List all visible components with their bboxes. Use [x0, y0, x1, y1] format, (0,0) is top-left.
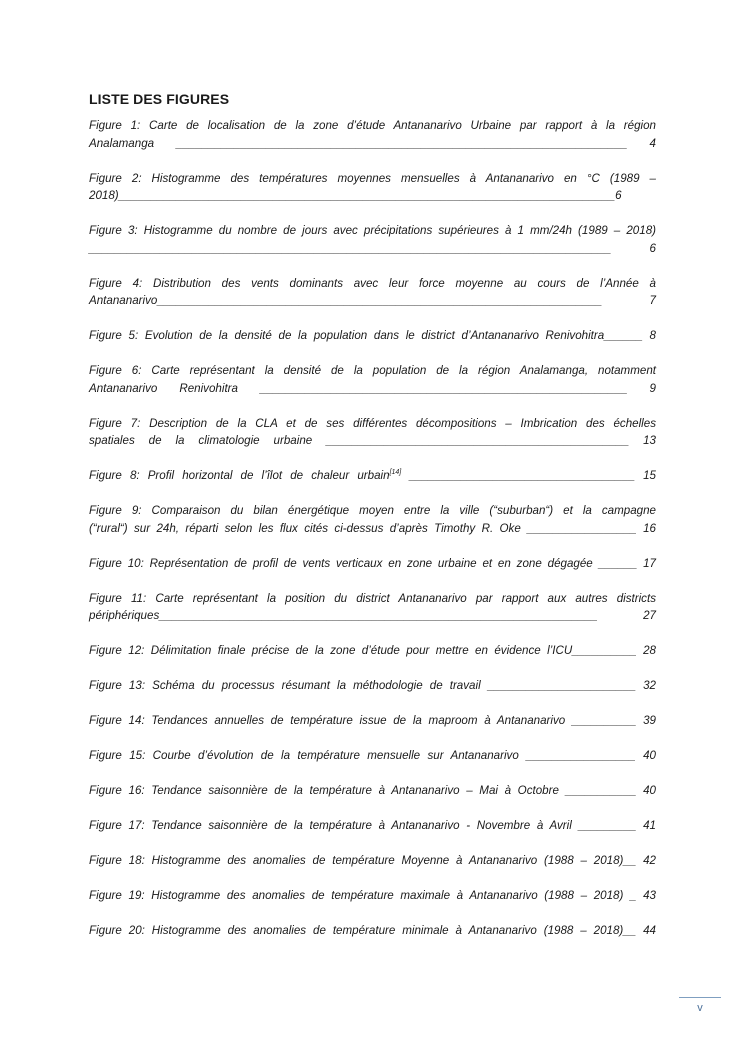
figure-entry-text: 2018)_____________________________________________________________________________6	[89, 189, 622, 202]
entry-spacer	[89, 730, 656, 748]
entry-spacer	[89, 152, 656, 170]
figure-entry-text: Figure 13: Schéma du processus résumant la méthodologie de travail _______________________ 32	[89, 679, 656, 692]
figure-entry-text: _________________________________________________________________________________ 6	[89, 241, 656, 255]
figure-entry-line[interactable]	[89, 590, 656, 608]
figure-entry-line[interactable]	[89, 117, 656, 135]
figure-entry-text: (“rural“) sur 24h, réparti selon les flux cités ci-dessus d’après Timothy R. Oke _________________ 16	[89, 521, 656, 535]
figure-entry-text: Figure 10: Représentation de profil de vents verticaux en zone urbaine et en zone dégagée ______ 17	[89, 556, 656, 570]
figure-entry-line[interactable]	[89, 432, 656, 450]
entry-spacer	[89, 205, 656, 223]
figure-entry-line[interactable]	[89, 677, 656, 695]
figure-entry-line[interactable]	[89, 467, 656, 485]
figure-entry-text: Figure 2: Histogramme des températures moyennes mensuelles à Antananarivo en °C (1989 –	[89, 171, 656, 185]
entry-spacer	[89, 835, 656, 853]
entry-spacer	[89, 537, 656, 555]
entry-spacer	[89, 345, 656, 363]
figure-entry-text: Antananarivo_____________________________________________________________________ 7	[89, 294, 656, 307]
entry-spacer	[89, 695, 656, 713]
figure-entry-line[interactable]	[89, 817, 656, 835]
figures-list	[89, 117, 656, 940]
figure-entry-text: Figure 12: Délimitation finale précise de la zone d’étude pour mettre en évidence l’ICU__________ 28	[89, 644, 656, 657]
figure-entry-text: Figure 1: Carte de localisation de la zone d’étude Antananarivo Urbaine par rapport à la région	[89, 119, 656, 132]
figure-entry-text: Analamanga ______________________________________________________________________ 4	[89, 136, 656, 150]
figure-entry-text: Figure 19: Histogramme des anomalies de température maximale à Antananarivo (1988 – 2018) _ 43	[89, 889, 656, 902]
figure-entry-text: Antananarivo Renivohitra _________________________________________________________ 9	[89, 381, 656, 395]
figure-entry-text: Figure 5: Evolution de la densité de la population dans le district d’Antananarivo Renivohitra______ 8	[89, 329, 656, 342]
entry-spacer	[89, 765, 656, 783]
figure-entry-text: Figure 6: Carte représentant la densité de la population de la région Analamanga, notamment	[89, 364, 656, 377]
figure-entry-line[interactable]	[89, 292, 656, 310]
figure-entry-line[interactable]	[89, 327, 656, 345]
figure-entry-text: Figure 4: Distribution des vents dominants avec leur force moyenne au cours de l’Année à	[89, 276, 656, 290]
figure-entry-line[interactable]	[89, 187, 656, 205]
figure-entry-text: Figure 17: Tendance saisonnière de la température à Antananarivo - Novembre à Avril _________ 41	[89, 819, 656, 832]
figure-entry-line[interactable]	[89, 362, 656, 380]
entry-spacer	[89, 450, 656, 468]
figure-entry-line[interactable]	[89, 135, 656, 153]
entry-spacer	[89, 660, 656, 678]
figure-entry-line[interactable]	[89, 887, 656, 905]
figure-entry-text: spatiales de la climatologie urbaine _______________________________________________ 13	[89, 434, 656, 447]
entry-spacer	[89, 397, 656, 415]
figure-entry-line[interactable]	[89, 782, 656, 800]
entry-spacer	[89, 800, 656, 818]
entry-spacer	[89, 485, 656, 503]
figure-entry-line[interactable]	[89, 380, 656, 398]
figure-entry-line[interactable]	[89, 712, 656, 730]
figure-entry-line[interactable]	[89, 222, 656, 240]
entry-spacer	[89, 257, 656, 275]
figure-entry-line[interactable]	[89, 170, 656, 188]
figure-entry-leader: ___________________________________ 15	[401, 469, 656, 482]
figure-entry-text: Figure 15: Courbe d’évolution de la température mensuelle sur Antananarivo _________________ 40	[89, 749, 656, 762]
list-of-figures-title: LISTE DES FIGURES	[89, 91, 230, 107]
figure-entry-text: Figure 9: Comparaison du bilan énergétique moyen entre la ville (“suburban“) et la campagne	[89, 504, 656, 517]
figure-entry-line[interactable]	[89, 240, 656, 258]
figure-entry-text: Figure 14: Tendances annuelles de température issue de la maproom à Antananarivo __________ 39	[89, 714, 656, 727]
figure-entry-text: Figure 18: Histogramme des anomalies de température Moyenne à Antananarivo (1988 – 2018)__ 42	[89, 854, 656, 867]
figure-entry-text: périphériques____________________________________________________________________ 27	[89, 609, 656, 622]
figure-entry-line[interactable]	[89, 555, 656, 573]
figure-entry-line[interactable]	[89, 922, 656, 940]
footer-rule	[679, 997, 721, 998]
figure-entry-line[interactable]	[89, 852, 656, 870]
figure-entry-text: Figure 8: Profil horizontal de l’îlot de chaleur urbain	[89, 469, 390, 482]
figure-entry-line[interactable]	[89, 607, 656, 625]
entry-spacer	[89, 870, 656, 888]
entry-spacer	[89, 625, 656, 643]
entry-spacer	[89, 310, 656, 328]
entry-spacer	[89, 572, 656, 590]
figure-entry-text: Figure 11: Carte représentant la position du district Antananarivo par rapport aux autres districts	[89, 591, 656, 605]
page-number: v	[697, 1002, 703, 1014]
figure-entry-line[interactable]	[89, 275, 656, 293]
reference-superscript: [14]	[389, 469, 402, 476]
figure-entry-text: Figure 3: Histogramme du nombre de jours avec précipitations supérieures à 1 mm/24h (1989 – 2018)	[89, 224, 656, 237]
figure-entry-line[interactable]	[89, 520, 656, 538]
figure-entry-line[interactable]	[89, 747, 656, 765]
figure-entry-line[interactable]	[89, 415, 656, 433]
entry-spacer	[89, 905, 656, 923]
figure-entry-text: Figure 16: Tendance saisonnière de la température à Antananarivo – Mai à Octobre ___________ 40	[89, 784, 656, 797]
figure-entry-text: Figure 7: Description de la CLA et de ses différentes décompositions – Imbrication des échelles	[89, 416, 656, 430]
figure-entry-text: Figure 20: Histogramme des anomalies de température minimale à Antananarivo (1988 – 2018)__ 44	[89, 924, 656, 937]
figure-entry-line[interactable]	[89, 642, 656, 660]
figure-entry-line[interactable]	[89, 502, 656, 520]
